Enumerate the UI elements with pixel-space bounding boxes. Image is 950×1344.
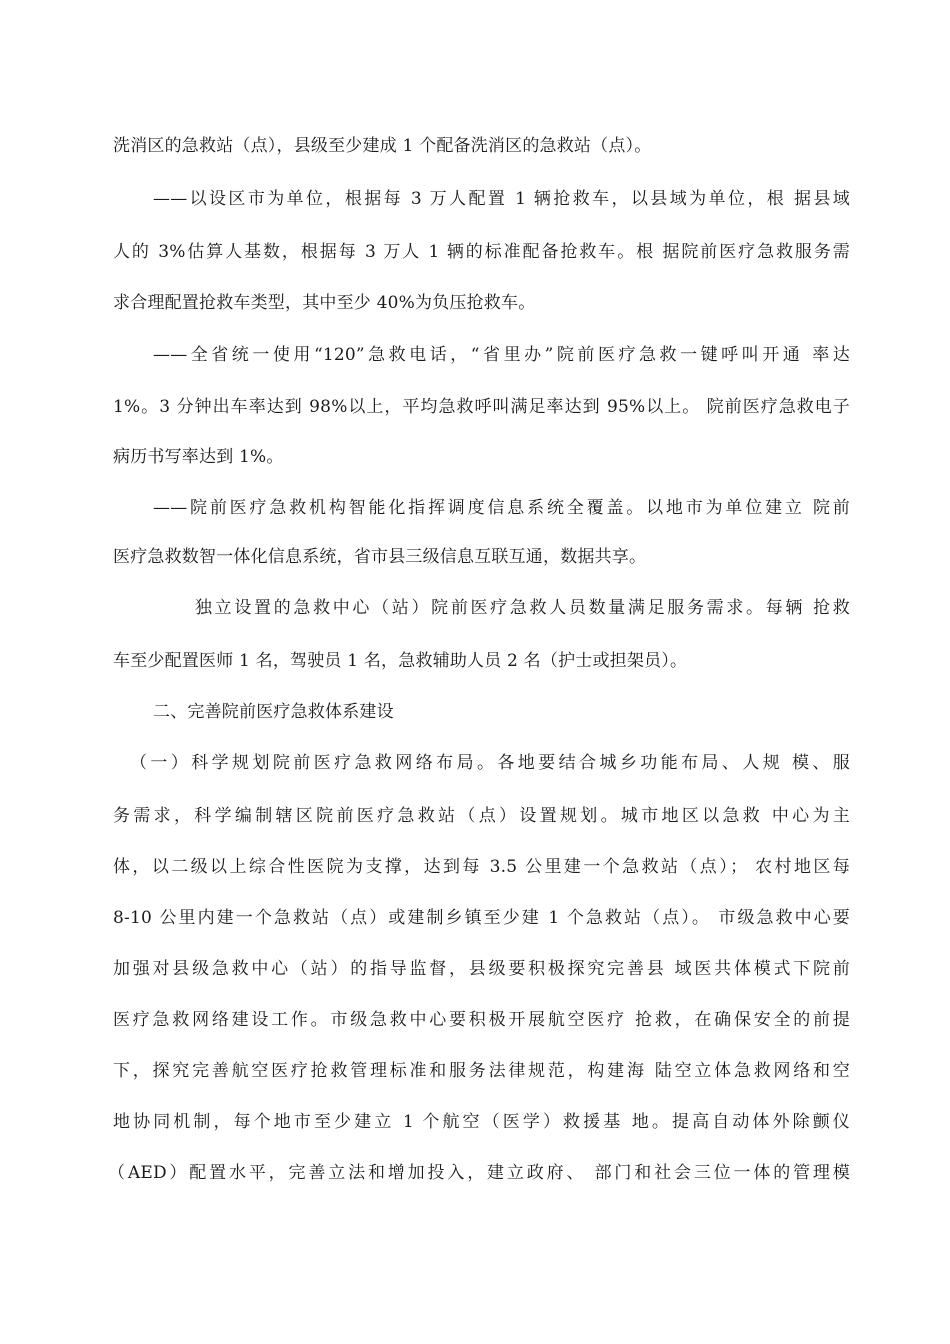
- text-line: 加强对县级急救中心（站）的指导监督，县级要积极探究完善县 域医共体模式下院前: [113, 959, 850, 979]
- text-line: 8-10 公里内建一个急救站（点）或建制乡镇至少建 1 个急救站（点）。 市级急救中心要: [113, 908, 850, 928]
- text-line: 求合理配置抢救车类型，其中至少 40%为负压抢救车。: [113, 293, 536, 313]
- text-line: 医疗急救数智一体化信息系统，省市县三级信息互联互通，数据共享。: [113, 547, 647, 567]
- text-line: 医疗急救网络建设工作。市级急救中心要积极开展航空医疗 抢救，在确保安全的前提: [113, 1010, 850, 1030]
- text-line: ——以设区市为单位，根据每 3 万人配置 1 辆抢救车，以县域为单位，根 据县域: [153, 189, 850, 209]
- text-line: （AED）配置水平，完善立法和增加投入，建立政府、 部门和社会三位一体的管理模: [108, 1163, 850, 1183]
- text-line: 车至少配置医师 1 名，驾驶员 1 名，急救辅助人员 2 名（护士或担架员）。: [113, 651, 688, 671]
- text-line: 人的 3%估算人基数，根据每 3 万人 1 辆的标准配备抢救车。根 据院前医疗急救服务需: [113, 242, 850, 262]
- text-line: ——全省统一使用“120”急救电话，“省里办”院前医疗急救一键呼叫开通 率达: [153, 345, 850, 365]
- text-line: 体，以二级以上综合性医院为支撑，达到每 3.5 公里建一个急救站（点）； 农村地区每: [113, 857, 850, 877]
- section-heading: 二、完善院前医疗急救体系建设: [153, 702, 394, 722]
- text-line: ——院前医疗急救机构智能化指挥调度信息系统全覆盖。以地市为单位建立 院前: [153, 498, 850, 518]
- text-line: 洗消区的急救站（点），县级至少建成 1 个配备洗消区的急救站（点）。: [113, 136, 652, 156]
- text-line: 独立设置的急救中心（站）院前医疗急救人员数量满足服务需求。每辆 抢救: [195, 598, 850, 618]
- text-line: 务需求，科学编制辖区院前医疗急救站（点）设置规划。城市地区以急救 中心为主: [113, 806, 850, 826]
- text-line: 地协同机制，每个地市至少建立 1 个航空（医学）救援基 地。提高自动体外除颤仪: [113, 1112, 850, 1132]
- text-line: 1%。3 分钟出车率达到 98%以上，平均急救呼叫满足率达到 95%以上。 院前医疗急救电子: [113, 397, 850, 417]
- text-line: 下，探究完善航空医疗抢救管理标准和服务法律规范，构建海 陆空立体急救网络和空: [113, 1061, 850, 1081]
- text-line: （一）科学规划院前医疗急救网络布局。各地要结合城乡功能布局、人规 模、服: [130, 753, 850, 773]
- text-line: 病历书写率达到 1%。: [113, 447, 284, 467]
